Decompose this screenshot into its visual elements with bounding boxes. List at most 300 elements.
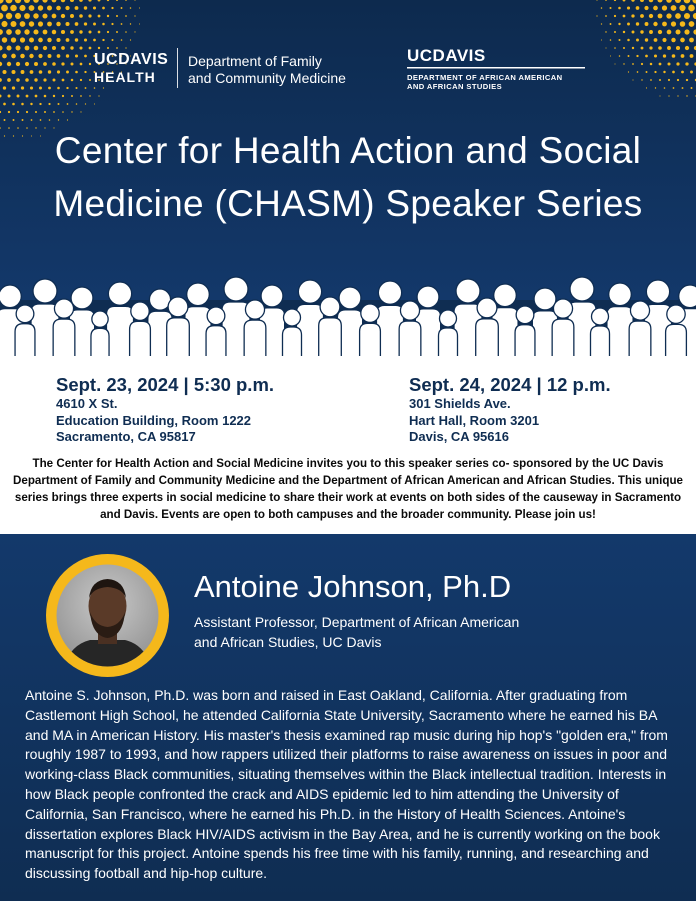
honeycomb-dot	[7, 62, 11, 66]
honeycomb-dot	[76, 103, 78, 105]
honeycomb-dot	[93, 39, 96, 42]
honeycomb-dot	[646, 87, 647, 88]
honeycomb-dot	[48, 54, 52, 58]
honeycomb-dot	[116, 0, 118, 1]
honeycomb-dot	[75, 54, 78, 57]
honeycomb-dot	[111, 23, 113, 25]
honeycomb-dot	[684, 29, 689, 34]
honeycomb-dot	[673, 87, 675, 89]
honeycomb-dot	[102, 23, 105, 26]
honeycomb-dot	[671, 21, 676, 26]
honeycomb-dot	[605, 0, 607, 1]
honeycomb-dot	[4, 119, 6, 121]
honeycomb-dot	[8, 111, 10, 113]
honeycomb-dot	[102, 7, 105, 10]
honeycomb-dot	[0, 111, 1, 113]
family-community-medicine-label	[188, 53, 346, 87]
honeycomb-dot	[618, 7, 621, 10]
honeycomb-dot	[107, 15, 109, 17]
honeycomb-dot	[618, 23, 620, 25]
honeycomb-dot	[88, 0, 91, 2]
honeycomb-dot	[0, 13, 3, 20]
honeycomb-dot	[47, 22, 52, 27]
honeycomb-dot	[3, 86, 6, 89]
honeycomb-dot	[66, 38, 70, 42]
aas-line-2: AND AFRICAN STUDIES	[407, 82, 503, 91]
honeycomb-dot	[43, 78, 46, 81]
honeycomb-dot	[689, 38, 694, 43]
honeycomb-dot	[6, 0, 13, 3]
honeycomb-dot	[690, 71, 693, 74]
honeycomb-dot	[98, 15, 101, 18]
honeycomb-dot	[654, 71, 656, 73]
crowd-person	[552, 299, 574, 357]
honeycomb-dot	[38, 38, 43, 43]
honeycomb-dot	[632, 31, 635, 34]
event-address-line: Sacramento, CA 95817	[56, 429, 196, 444]
honeycomb-dot	[34, 78, 37, 81]
speaker-title	[194, 612, 574, 652]
honeycomb-dot	[116, 47, 118, 49]
honeycomb-dot	[636, 22, 639, 25]
honeycomb-dot	[658, 46, 662, 50]
honeycomb-dot	[58, 119, 59, 120]
honeycomb-dot	[11, 21, 17, 27]
honeycomb-dot	[66, 54, 69, 57]
honeycomb-dot	[20, 54, 25, 59]
crowd-person	[53, 299, 75, 357]
honeycomb-dot	[53, 95, 55, 97]
honeycomb-dot	[20, 37, 25, 42]
honeycomb-dot	[691, 87, 693, 89]
honeycomb-dot	[2, 54, 7, 59]
honeycomb-dot	[33, 0, 39, 3]
honeycomb-dot	[34, 46, 39, 51]
honeycomb-dot	[57, 70, 60, 73]
honeycomb-dot	[125, 0, 127, 1]
honeycomb-dot	[605, 47, 606, 48]
dept-line-2: and Community Medicine	[188, 70, 346, 86]
honeycomb-dot	[71, 95, 73, 97]
honeycomb-dot	[56, 6, 61, 11]
honeycomb-dot	[623, 0, 626, 1]
honeycomb-dot	[43, 62, 47, 66]
aas-line-1: DEPARTMENT OF AFRICAN AMERICAN	[407, 73, 563, 82]
honeycomb-dot	[681, 54, 685, 58]
honeycomb-dot	[52, 14, 57, 19]
honeycomb-dot	[43, 30, 48, 35]
honeycomb-dot	[121, 39, 123, 41]
honeycomb-dot	[98, 0, 101, 1]
honeycomb-dot	[19, 5, 25, 11]
honeycomb-dot	[35, 111, 37, 113]
honeycomb-dot	[71, 111, 72, 112]
honeycomb-dot	[659, 79, 661, 81]
honeycomb-dot	[134, 31, 135, 32]
honeycomb-dot	[645, 55, 648, 58]
honeycomb-dot	[658, 30, 662, 34]
honeycomb-dot	[680, 38, 685, 43]
honeycomb-dot	[29, 5, 35, 11]
honeycomb-dot	[637, 71, 639, 73]
crowd-person	[15, 305, 35, 357]
honeycomb-dot	[130, 7, 132, 9]
honeycomb-dot	[58, 103, 60, 105]
honeycomb-dot	[12, 86, 15, 89]
honeycomb-dot	[56, 38, 60, 42]
honeycomb-dot	[125, 47, 126, 48]
honeycomb-dot	[84, 22, 87, 25]
honeycomb-dot	[65, 6, 69, 10]
honeycomb-dot	[62, 95, 64, 97]
honeycomb-dot	[21, 103, 24, 106]
honeycomb-dot	[676, 30, 681, 35]
honeycomb-dot	[85, 87, 87, 89]
honeycomb-dot	[13, 119, 15, 121]
honeycomb-dot	[662, 5, 667, 10]
honeycomb-dot	[80, 63, 83, 66]
header-banner	[0, 0, 696, 300]
honeycomb-dot	[623, 31, 625, 33]
speaker-bio: Antoine S. Johnson, Ph.D. was born and raised in East Oakland, California. After graduating from Castlemont High School, he attended California State University, Sacramento where he earned his BA and MA in American History. His master's thesis examined rap music during hip hop's "golden era," from roughly 1987 to 1993, and how rappers utilized their platforms to raise awareness on issues in poor and working-class Black communities, situating themselves within the Black intellectual tradition. Interests in how Black people confronted the crack and AIDS epidemic led to him attending the University of California, San Francisco, where he earned his Ph.D. in the History of Health Sciences. Antoine's dissertation explores Black HIV/AIDS activism in the Bay Area, and he is currently working on the book manuscript for this project. Antoine spends his free time with his family, running, and researching and discussing football and hip-hop culture.	[25, 687, 668, 882]
honeycomb-dot	[679, 5, 685, 11]
honeycomb-dot	[662, 22, 667, 27]
honeycomb-dot	[70, 14, 74, 18]
honeycomb-dot	[112, 39, 114, 41]
honeycomb-dot	[48, 70, 51, 73]
honeycomb-dot	[601, 39, 602, 40]
honeycomb-dot	[663, 71, 665, 73]
honeycomb-dot	[680, 21, 686, 27]
honeycomb-dot	[623, 15, 626, 18]
honeycomb-dot	[636, 55, 638, 57]
honeycomb-dot	[71, 79, 74, 82]
honeycomb-dot	[42, 0, 47, 3]
honeycomb-dot	[596, 0, 597, 1]
honeycomb-dot	[62, 111, 64, 113]
honeycomb-dot	[601, 23, 602, 24]
honeycomb-dot	[632, 47, 634, 49]
honeycomb-dot	[3, 103, 6, 106]
honeycomb-dot	[627, 6, 630, 9]
honeycomb-dot	[692, 0, 696, 4]
honeycomb-dot	[628, 55, 630, 57]
honeycomb-dot	[93, 23, 96, 26]
honeycomb-dot	[12, 103, 15, 106]
honeycomb-dot	[85, 103, 86, 104]
honeycomb-dot	[649, 14, 653, 18]
honeycomb-dot	[107, 31, 109, 33]
title-line-1: Center for Health Action and Social	[54, 130, 642, 171]
honeycomb-dot	[650, 63, 653, 66]
crowd-person	[283, 309, 302, 357]
intro-paragraph: The Center for Health Action and Social Medicine invites you to this speaker series co- sponsored by the UC Davis Department of Family and Community Medicine and the Department of African American and African Studies. This unique series brings three experts in social medicine to share their work at events on both sides of the causeway in Sacramento and Davis. Events are open to both campuses and the broader community. Please join us!	[13, 457, 683, 521]
honeycomb-dot	[75, 87, 77, 89]
honeycomb-dot	[75, 71, 78, 74]
honeycomb-dot	[675, 0, 681, 3]
honeycomb-dot	[24, 0, 30, 3]
page-title	[0, 124, 696, 230]
honeycomb-dot	[627, 39, 630, 42]
honeycomb-dot	[10, 5, 17, 12]
honeycomb-dot	[24, 13, 30, 19]
honeycomb-dot	[84, 55, 87, 58]
honeycomb-dot	[80, 79, 82, 81]
honeycomb-dot	[0, 45, 3, 50]
honeycomb-dot	[17, 95, 20, 98]
honeycomb-dot	[26, 95, 29, 98]
honeycomb-dot	[75, 6, 79, 10]
honeycomb-dot	[672, 54, 676, 58]
honeycomb-dot	[125, 31, 127, 33]
honeycomb-dot	[0, 62, 2, 66]
honeycomb-dot	[667, 46, 671, 50]
honeycomb-dot	[675, 13, 681, 19]
honeycomb-dot	[116, 15, 118, 17]
honeycomb-dot	[61, 62, 64, 65]
honeycomb-dot	[121, 7, 123, 9]
event-address-line: 4610 X St.	[56, 396, 118, 411]
event-date: Sept. 23, 2024 | 5:30 p.m.	[56, 374, 275, 395]
honeycomb-dot	[631, 14, 634, 17]
honeycomb-dot	[623, 47, 625, 49]
honeycomb-dot	[662, 38, 666, 42]
honeycomb-dot	[6, 13, 12, 19]
honeycomb-dot	[57, 54, 61, 58]
honeycomb-dot	[663, 54, 666, 57]
honeycomb-dot	[130, 23, 131, 24]
honeycomb-dot	[596, 15, 597, 16]
crowd-person	[244, 300, 266, 357]
honeycomb-dot	[98, 31, 101, 34]
honeycomb-dot	[655, 87, 656, 88]
crowd-person	[130, 302, 151, 357]
honeycomb-dot	[609, 7, 611, 9]
honeycomb-dot	[628, 71, 629, 72]
honeycomb-dot	[111, 7, 113, 9]
honeycomb-dot	[614, 31, 616, 33]
honeycomb-dot	[94, 87, 96, 89]
honeycomb-dot	[636, 39, 639, 42]
honeycomb-dot	[640, 14, 644, 18]
speaker-photo	[46, 554, 169, 677]
crowd-person	[399, 301, 421, 357]
honeycomb-dot	[632, 79, 633, 80]
honeycomb-dot	[619, 55, 621, 57]
honeycomb-dot	[35, 95, 38, 98]
honeycomb-dot	[649, 46, 652, 49]
honeycomb-dot	[26, 111, 28, 113]
honeycomb-dot	[47, 5, 52, 10]
crowd-person	[91, 311, 109, 357]
honeycomb-dot	[67, 103, 69, 105]
honeycomb-dot	[66, 71, 69, 74]
honeycomb-dot	[610, 39, 612, 41]
honeycomb-dot	[61, 14, 65, 18]
honeycomb-dot	[98, 47, 100, 49]
honeycomb-dot	[61, 46, 65, 50]
honeycomb-dot	[79, 14, 83, 18]
honeycomb-dot	[42, 13, 47, 18]
logo-uc-davis-text-2: UCDAVIS	[407, 46, 486, 65]
honeycomb-dot	[75, 38, 78, 41]
honeycomb-dot	[47, 38, 51, 42]
honeycomb-dot	[649, 0, 654, 2]
honeycomb-dot	[29, 54, 33, 58]
honeycomb-dot	[1, 21, 7, 27]
honeycomb-dot	[130, 39, 131, 40]
crowd-person	[476, 298, 499, 357]
honeycomb-dot	[89, 47, 92, 50]
honeycomb-dot	[640, 30, 643, 33]
honeycomb-dot	[686, 79, 688, 81]
honeycomb-dot	[0, 78, 2, 82]
honeycomb-dot	[31, 119, 33, 121]
honeycomb-dot	[614, 15, 616, 17]
honeycomb-dot	[676, 62, 679, 65]
logo-health-text: HEALTH	[94, 69, 156, 85]
honeycomb-dot	[52, 0, 57, 2]
honeycomb-dot	[56, 22, 60, 26]
honeycomb-dot	[94, 103, 95, 104]
event-date: Sept. 24, 2024 | 12 p.m.	[409, 374, 611, 395]
honeycomb-dot	[88, 14, 91, 17]
honeycomb-dot	[672, 71, 675, 74]
honeycomb-dot	[654, 38, 658, 42]
crowd-person	[319, 297, 342, 357]
honeycomb-dot	[657, 0, 662, 3]
honeycomb-dot	[623, 63, 624, 64]
honeycomb-dot	[627, 23, 630, 26]
honeycomb-dot	[605, 15, 607, 17]
honeycomb-dot	[84, 38, 87, 41]
honeycomb-dot	[1, 5, 8, 12]
honeycomb-dot	[11, 54, 16, 59]
honeycomb-dot	[6, 45, 11, 50]
honeycomb-dot	[29, 21, 34, 26]
honeycomb-dot	[15, 29, 21, 35]
honeycomb-dot	[671, 5, 677, 11]
event-address-line: Hart Hall, Room 3201	[409, 412, 540, 428]
honeycomb-dot	[689, 21, 695, 27]
crowd-person	[515, 306, 535, 357]
honeycomb-dot	[25, 78, 29, 82]
event-address-line: Education Building, Room 1222	[56, 412, 252, 428]
honeycomb-dot	[38, 5, 43, 10]
honeycomb-dot	[62, 79, 65, 82]
crowd-person	[591, 308, 610, 357]
title-line-2: Medicine (CHASM) Speaker Series	[53, 183, 643, 224]
honeycomb-dot	[641, 47, 644, 50]
honeycomb-dot	[654, 54, 657, 57]
honeycomb-dot	[33, 29, 38, 34]
honeycomb-dot	[89, 79, 91, 81]
event-address-line: 301 Shields Ave.	[409, 396, 511, 411]
honeycomb-dot	[659, 63, 662, 66]
logo-uc-davis-text: UCDAVIS	[94, 51, 169, 68]
honeycomb-dot	[89, 95, 90, 96]
honeycomb-dot	[636, 6, 640, 10]
honeycomb-dot	[22, 119, 24, 121]
honeycomb-dot	[601, 7, 603, 9]
honeycomb-dot	[102, 39, 104, 41]
honeycomb-dot	[125, 15, 127, 17]
honeycomb-dot	[98, 95, 99, 96]
honeycomb-dot	[65, 22, 69, 26]
honeycomb-dot	[676, 46, 680, 50]
honeycomb-dot	[610, 55, 611, 56]
speaker-title-line-1: Assistant Professor, Department of African American	[194, 614, 520, 630]
honeycomb-dot	[134, 15, 135, 16]
crowd-person	[629, 301, 651, 357]
honeycomb-dot	[79, 0, 83, 2]
speaker-title-line-2: and African Studies, UC Davis	[194, 634, 382, 650]
aas-dept-label	[407, 73, 585, 91]
honeycomb-dot	[24, 29, 29, 34]
honeycomb-dot	[0, 29, 3, 35]
honeycomb-dot	[52, 62, 56, 66]
honeycomb-dot	[668, 79, 670, 81]
honeycomb-dot	[671, 38, 675, 42]
honeycomb-dot	[89, 63, 91, 65]
honeycomb-dot	[666, 13, 671, 18]
honeycomb-dot	[2, 37, 7, 42]
honeycomb-dot	[614, 0, 616, 1]
honeycomb-dot	[39, 103, 41, 105]
honeycomb-dot	[44, 95, 47, 98]
honeycomb-dot	[61, 0, 65, 2]
honeycomb-dot	[15, 13, 21, 19]
honeycomb-dot	[44, 111, 46, 113]
dept-line-1: Department of Family	[188, 53, 322, 69]
honeycomb-dot	[668, 95, 669, 96]
honeycomb-dot	[21, 70, 25, 74]
honeycomb-dot	[70, 46, 73, 49]
honeycomb-dot	[2, 70, 6, 74]
honeycomb-dot	[84, 6, 87, 9]
honeycomb-dot	[53, 79, 56, 82]
honeycomb-dot	[610, 23, 612, 25]
honeycomb-dot	[649, 30, 653, 34]
honeycomb-dot	[71, 63, 74, 66]
honeycomb-dot	[614, 47, 616, 49]
honeycomb-dot	[605, 31, 606, 32]
honeycomb-dot	[139, 23, 140, 24]
event-address-line: Davis, CA 95616	[409, 429, 509, 444]
honeycomb-dot	[66, 87, 68, 89]
honeycomb-dot	[653, 6, 658, 11]
african-american-studies-logo	[407, 47, 585, 91]
honeycomb-dot	[33, 13, 38, 18]
honeycomb-dot	[16, 46, 21, 51]
honeycomb-dot	[21, 86, 24, 89]
crowd-person	[206, 307, 226, 357]
honeycomb-dot	[7, 78, 11, 82]
honeycomb-dot	[666, 0, 672, 3]
honeycomb-dot	[79, 46, 82, 49]
honeycomb-dot	[688, 5, 695, 12]
crowd-illustration	[0, 276, 696, 357]
honeycomb-dot	[88, 30, 91, 33]
honeycomb-dot	[39, 70, 43, 74]
honeycomb-dot	[48, 103, 50, 105]
honeycomb-dot	[646, 71, 648, 73]
honeycomb-dot	[80, 95, 82, 97]
honeycomb-dot	[75, 22, 79, 26]
honeycomb-dot	[38, 54, 42, 58]
honeycomb-dot	[16, 62, 20, 66]
honeycomb-dot	[107, 47, 109, 49]
